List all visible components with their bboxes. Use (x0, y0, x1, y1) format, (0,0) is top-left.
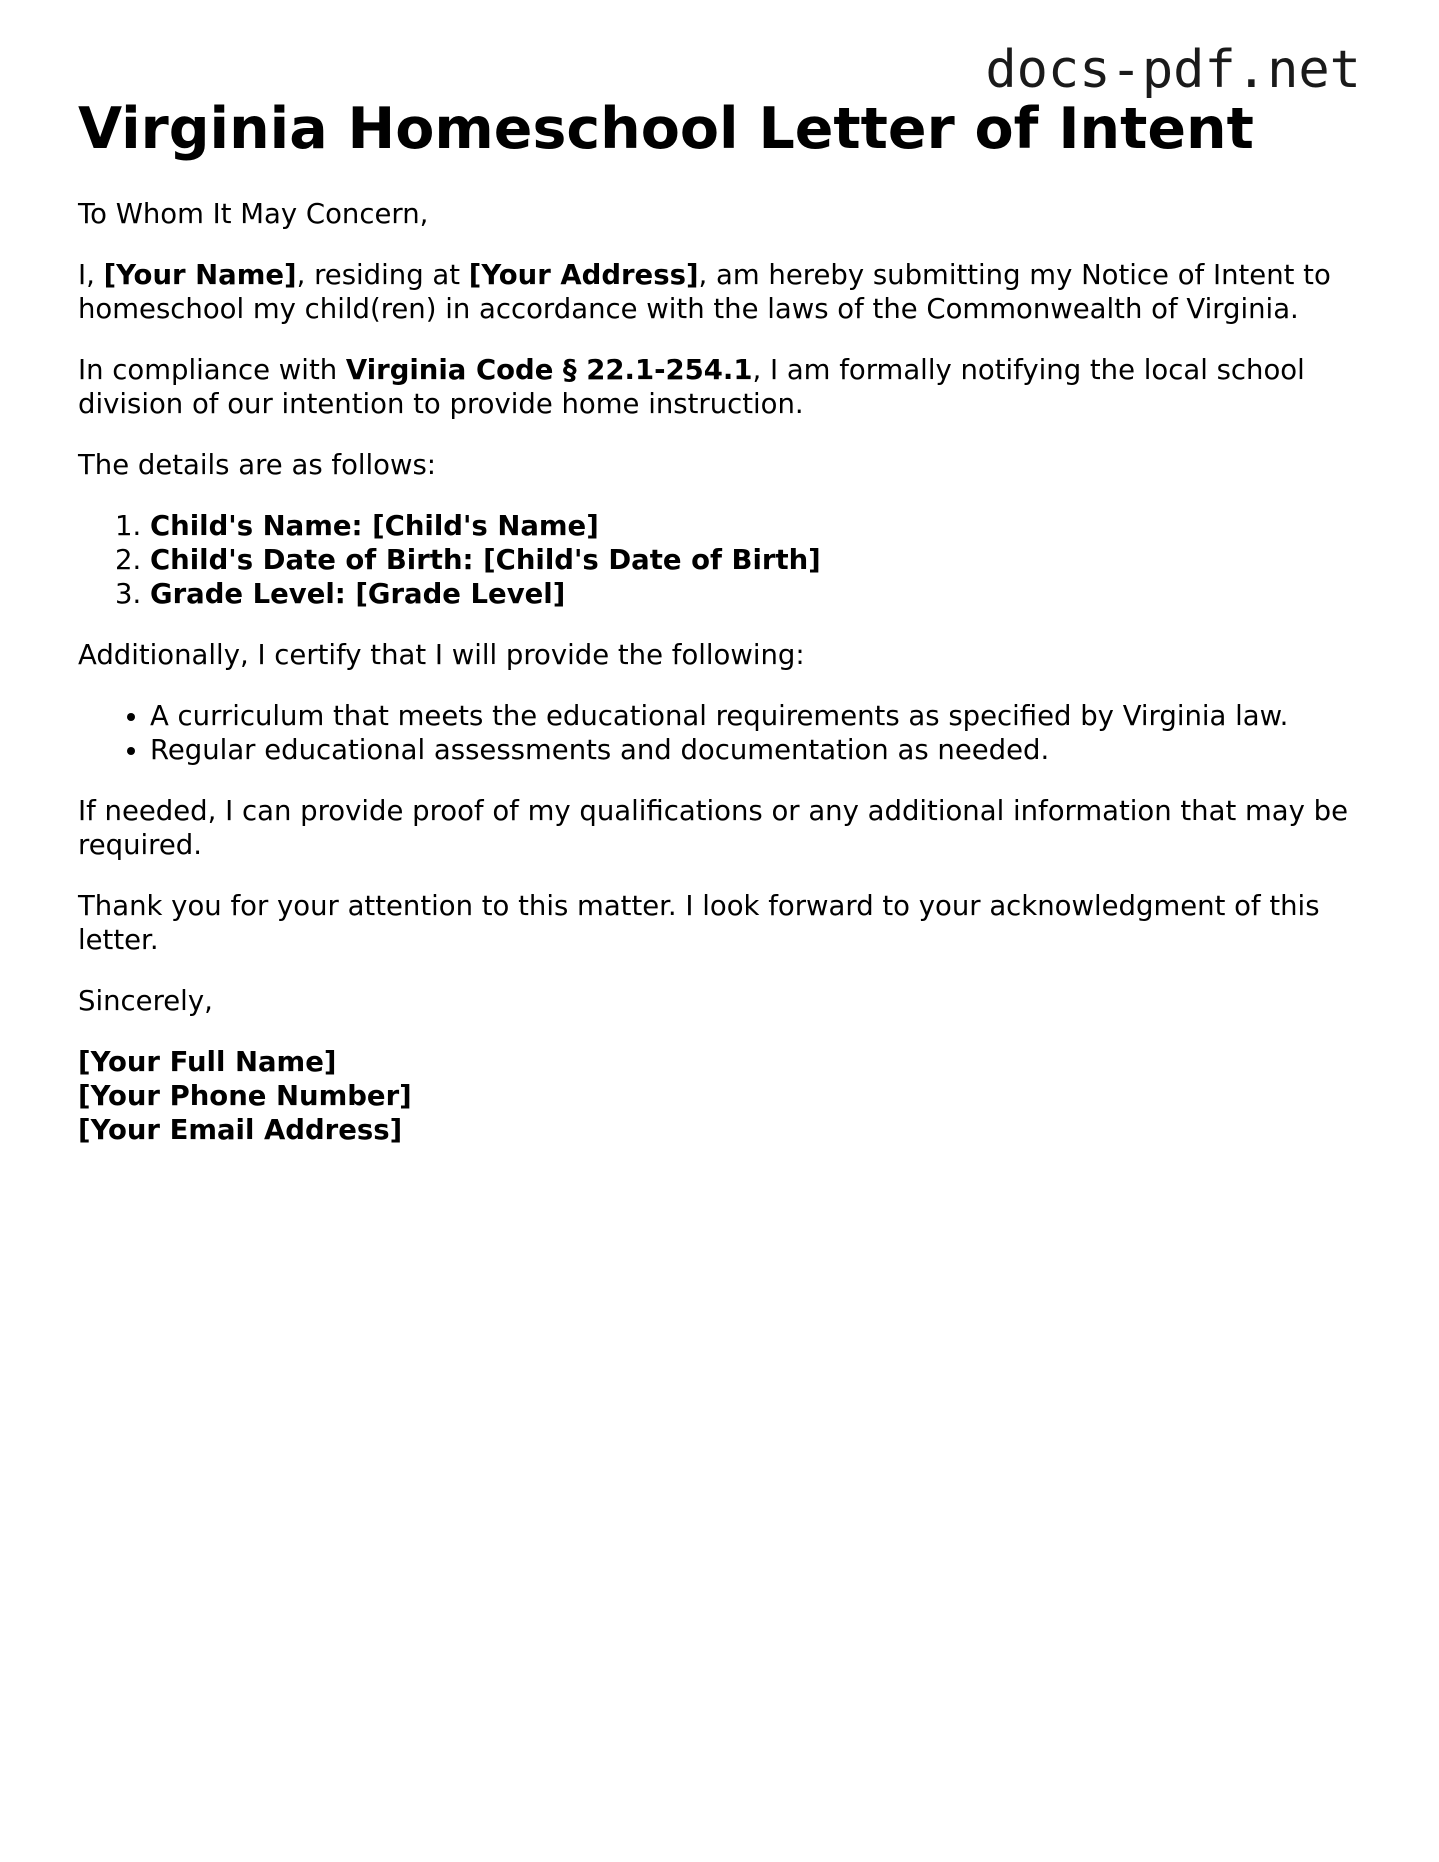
intro-text-1: I, (78, 258, 104, 291)
thanks-paragraph: Thank you for your attention to this matter. I look forward to your acknowledgment of this letter. (78, 889, 1320, 956)
certify-intro: Additionally, I certify that I will provide the following: (78, 638, 805, 671)
details-intro: The details are as follows: (78, 448, 437, 481)
qualifications-paragraph: If needed, I can provide proof of my qualifications or any additional information that may be required. (78, 794, 1349, 861)
virginia-code-reference: Virginia Code § 22.1-254.1 (345, 353, 753, 386)
your-name-placeholder: [Your Name] (103, 258, 297, 291)
your-address-placeholder: [Your Address] (468, 258, 699, 291)
letter-document (78, 98, 1368, 1147)
signature-phone: [Your Phone Number] (78, 1079, 412, 1112)
details-list (78, 509, 1368, 611)
signature-block (78, 1045, 1368, 1147)
page-title: Virginia Homeschool Letter of Intent (78, 96, 1254, 162)
compliance-paragraph (78, 353, 1368, 421)
compliance-text-2: , I am formally notifying the local school division of our intention to provide home instruction. (78, 353, 1305, 420)
intro-paragraph (78, 258, 1368, 326)
compliance-text-1: In compliance with (78, 353, 346, 386)
list-item: 1. Child's Name: [Child's Name] (150, 509, 1368, 543)
salutation: To Whom It May Concern, (78, 197, 429, 230)
closing: Sincerely, (78, 984, 213, 1017)
certify-list (78, 699, 1368, 767)
watermark: docs-pdf.net (985, 40, 1361, 100)
list-item: 3. Grade Level: [Grade Level] (150, 577, 1368, 611)
list-item: 2. Child's Date of Birth: [Child's Date of Birth] (150, 543, 1368, 577)
intro-text-3: , am hereby submitting my Notice of Intent to homeschool my child(ren) in accordance with the laws of the Commonwealth of Virginia. (78, 258, 1331, 325)
signature-email: [Your Email Address] (78, 1113, 403, 1146)
list-item: • Regular educational assessments and documentation as needed. (150, 733, 1368, 767)
list-item: • A curriculum that meets the educational requirements as specified by Virginia law. (150, 699, 1368, 733)
signature-full-name: [Your Full Name] (78, 1045, 337, 1078)
intro-text-2: , residing at (296, 258, 469, 291)
